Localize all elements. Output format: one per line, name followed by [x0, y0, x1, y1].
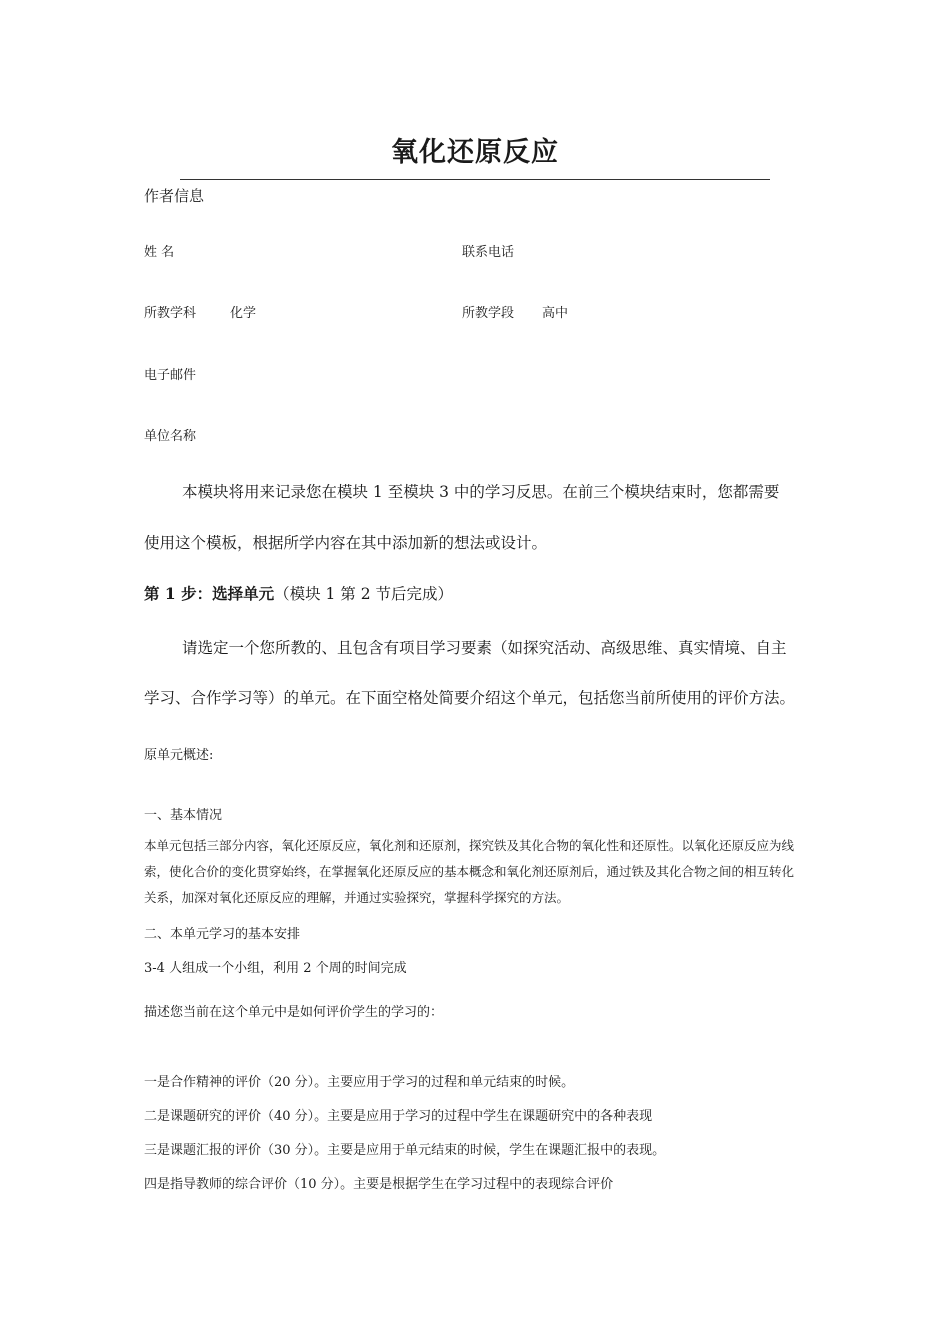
unit-label: 单位名称 — [144, 429, 197, 444]
evaluation-item: 四是指导教师的综合评价（10 分）。主要是根据学生在学习过程中的表现综合评价 — [144, 1177, 614, 1192]
document-title: 氧化还原反应 — [391, 137, 559, 168]
select-unit-line-1: 请选定一个您所教的、且包含有项目学习要素（如探究活动、高级思维、真实情境、自主 — [182, 639, 787, 657]
intro-line-1: 本模块将用来记录您在模块 1 至模块 3 中的学习反思。在前三个模块结束时，您都需要 — [182, 483, 780, 501]
name-label: 姓 名 — [144, 245, 175, 260]
evaluation-item: 三是课题汇报的评价（30 分）。主要是应用于单元结束的时候，学生在课题汇报中的表现。 — [144, 1143, 666, 1158]
step-1-heading — [144, 582, 453, 604]
section-2-heading: 二、本单元学习的基本安排 — [144, 927, 301, 942]
step-1-title: 第 1 步：选择单元 — [144, 584, 275, 603]
overview-label: 原单元概述: — [144, 748, 214, 763]
intro-line-2: 使用这个模板，根据所学内容在其中添加新的想法或设计。 — [144, 534, 548, 552]
evaluation-prompt: 描述您当前在这个单元中是如何评价学生的学习的： — [144, 1005, 444, 1020]
stage-label: 所教学段 — [462, 306, 515, 321]
stage-value: 高中 — [542, 306, 569, 321]
email-label: 电子邮件 — [144, 368, 197, 383]
evaluation-item: 二是课题研究的评价（40 分）。主要是应用于学习的过程中学生在课题研究中的各种表现 — [144, 1109, 653, 1124]
evaluation-item: 一是合作精神的评价（20 分）。主要应用于学习的过程和单元结束的时候。 — [144, 1075, 575, 1090]
section-2-text: 3-4 人组成一个小组，利用 2 个周的时间完成 — [144, 961, 407, 976]
section-1-heading: 一、基本情况 — [144, 808, 223, 823]
subject-value: 化学 — [230, 306, 257, 321]
title-underline — [180, 179, 770, 180]
author-info-heading: 作者信息 — [144, 187, 205, 205]
step-1-note: （模块 1 第 2 节后完成） — [274, 585, 454, 603]
select-unit-line-2: 学习、合作学习等）的单元。在下面空格处简要介绍这个单元，包括您当前所使用的评价方法。 — [144, 689, 796, 707]
phone-label: 联系电话 — [462, 245, 515, 260]
subject-label: 所教学科 — [144, 306, 197, 321]
section-1-text: 本单元包括三部分内容，氧化还原反应，氧化剂和还原剂，探究铁及其化合物的氧化性和还原性。以氧化还原反应为线索，使化合价的变化贯穿始终，在掌握氧化还原反应的基本概念和氧化剂还原剂后，通过铁及其化合物之间的相互转化关系，加深对氧化还原反应的理解，并通过实验探究，掌握科学探究的方法。 — [144, 838, 795, 905]
